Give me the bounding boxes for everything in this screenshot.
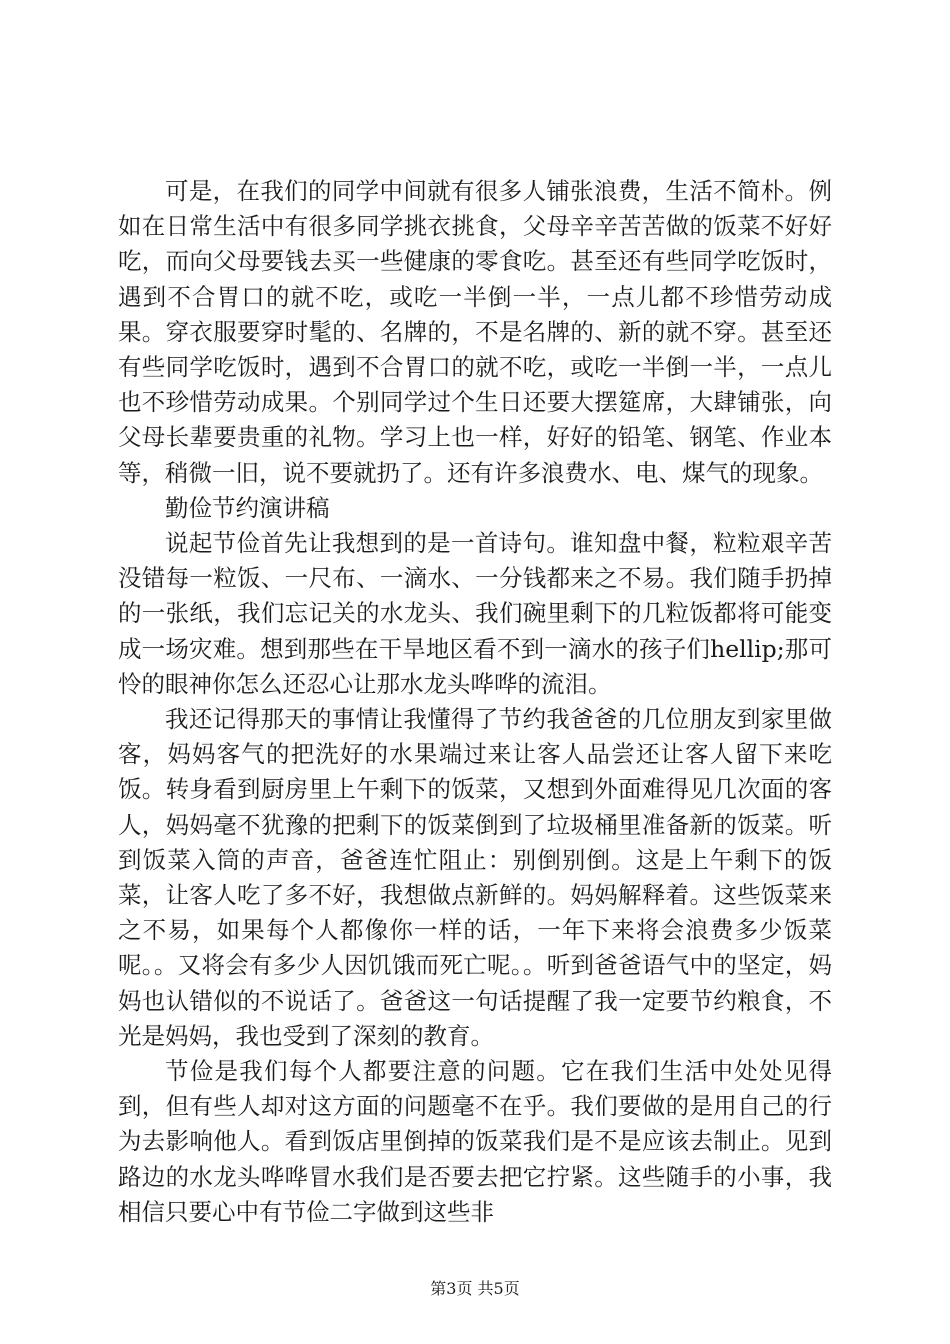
paragraph-conclusion: 节俭是我们每个人都要注意的问题。它在我们生活中处处见得到，但有些人却对这方面的问题毫不在乎。我们要做的是用自己的行为去影响他人。看到饭店里倒掉的饭菜我们是不是应该去制止。见到路边的水龙头哗哗冒水我们是否要去把它拧紧。这些随手的小事，我相信只要心中有节俭二字做到这些非	[118, 1057, 832, 1226]
document-body	[118, 174, 832, 1230]
paragraph-poem: 说起节俭首先让我想到的是一首诗句。谁知盘中餐，粒粒艰辛苦没错每一粒饭、一尺布、一滴水、一分钱都来之不易。我们随手扔掉的一张纸，我们忘记关的水龙头、我们碗里剩下的几粒饭都将可能变成一场灾难。想到那些在干旱地区看不到一滴水的孩子们hellip;那可怜的眼神你怎么还忍心让那水龙头哗哗的流泪。	[118, 529, 832, 698]
paragraph-story: 我还记得那天的事情让我懂得了节约我爸爸的几位朋友到家里做客，妈妈客气的把洗好的水果端过来让客人品尝还让客人留下来吃饭。转身看到厨房里上午剩下的饭菜，又想到外面难得见几次面的客人，妈妈毫不犹豫的把剩下的饭菜倒到了垃圾桶里准备新的饭菜。听到饭菜入筒的声音，爸爸连忙阻止：别倒别倒。这是上午剩下的饭菜，让客人吃了多不好，我想做点新鲜的。妈妈解释着。这些饭菜来之不易，如果每个人都像你一样的话，一年下来将会浪费多少饭菜呢。。又将会有多少人因饥饿而死亡呢。。听到爸爸语气中的坚定，妈妈也认错似的不说话了。爸爸这一句话提醒了我一定要节约粮食，不光是妈妈，我也受到了深刻的教育。	[118, 705, 832, 1050]
paragraph-frugality-waste: 可是，在我们的同学中间就有很多人铺张浪费，生活不简朴。例如在日常生活中有很多同学挑衣挑食，父母辛辛苦苦做的饭菜不好好吃，而向父母要钱去买一些健康的零食吃。甚至还有些同学吃饭时，遇到不合胃口的就不吃，或吃一半倒一半，一点儿都不珍惜劳动成果。穿衣服要穿时髦的、名牌的，不是名牌的、新的就不穿。甚至还有些同学吃饭时，遇到不合胃口的就不吃，或吃一半倒一半，一点儿也不珍惜劳动成果。个别同学过个生日还要大摆筵席，大肆铺张，向父母长辈要贵重的礼物。学习上也一样，好好的铅笔、钢笔、作业本等，稍微一旧，说不要就扔了。还有许多浪费水、电、煤气的现象。	[118, 177, 832, 487]
section-heading: 勤俭节约演讲稿	[165, 493, 330, 522]
page-footer: 第3页 共5页	[430, 1279, 520, 1298]
